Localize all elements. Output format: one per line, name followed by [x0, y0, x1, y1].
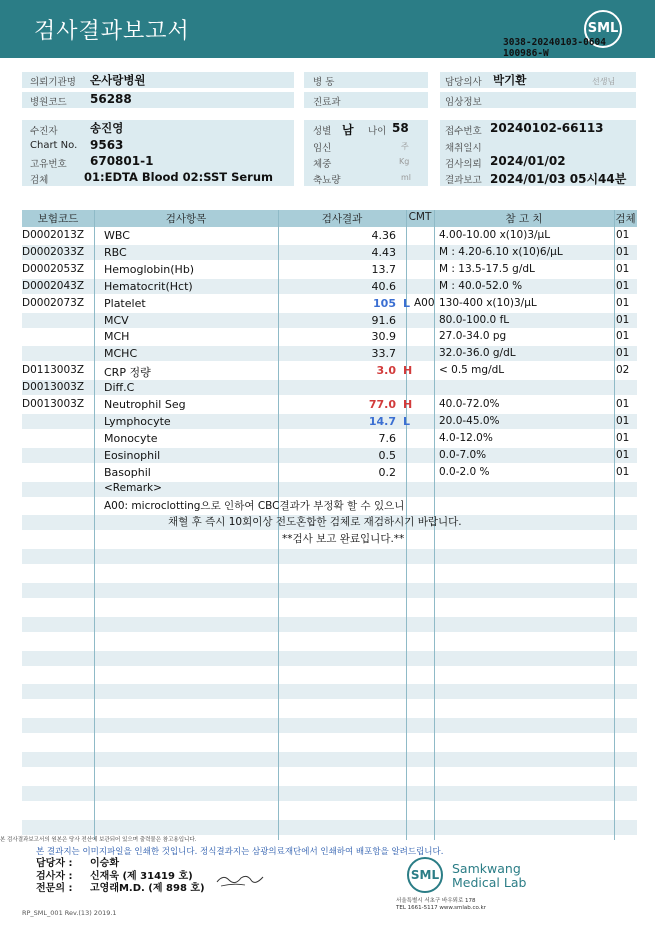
cell-code: D0002013Z — [22, 229, 85, 241]
cell-spec: 01 — [616, 347, 630, 360]
chart-label: Chart No. — [30, 140, 78, 151]
patient-label: 수진자 — [30, 126, 58, 137]
signature-icon — [215, 868, 265, 890]
cell-ref: M : 13.5-17.5 g/dL — [439, 262, 535, 275]
cell-spec: 01 — [616, 431, 630, 444]
th-specimen: 검체 — [615, 213, 636, 225]
cell-ref: 80.0-100.0 fL — [439, 313, 510, 326]
cell-name: MCH — [104, 330, 130, 344]
cell-ref: < 0.5 mg/dL — [439, 364, 505, 377]
clinical-label: 임상정보 — [445, 97, 482, 108]
cell-ref: 40.0-72.0% — [439, 398, 500, 410]
cell-name: MCHC — [104, 347, 138, 361]
cell-code: D0002033Z — [22, 245, 85, 258]
age-label: 나이 — [368, 126, 387, 137]
cell-flag: L — [403, 296, 411, 310]
cell-ref: 32.0-36.0 g/dL — [439, 347, 516, 360]
report-value: 2024/01/03 05시44분 — [490, 172, 627, 186]
cell-flag: H — [403, 398, 413, 411]
table-row-stripe — [22, 549, 637, 564]
cell-spec: 01 — [616, 465, 630, 478]
cell-ref: 4.0-12.0% — [439, 431, 493, 444]
table-row-stripe — [22, 786, 637, 801]
table-row-stripe — [22, 651, 637, 666]
cell-result: 30.9 — [371, 330, 396, 344]
cell-result: 77.0 — [368, 398, 396, 411]
sex-label: 성별 — [313, 126, 332, 137]
doctor-label: 담당의사 — [445, 77, 482, 88]
cell-name: Diff.C — [104, 381, 135, 395]
legal-notice: 본 검사결과보고서의 원본은 당사 전산에 보관되어 있으며 출력물은 참고용입니다. — [0, 837, 197, 843]
examiner-label: 검사자 : — [36, 871, 73, 882]
table-row-stripe — [22, 583, 637, 598]
cell-name: CRP 정량 — [104, 366, 151, 380]
cell-name: MCV — [104, 313, 129, 327]
cell-name: Platelet — [104, 296, 146, 310]
remark-line1: A00: microclotting으로 인하여 CBC결과가 부정확 할 수 있으니 — [104, 500, 405, 512]
cell-spec: 02 — [616, 364, 630, 377]
ward-label: 병 동 — [313, 77, 335, 88]
doctor-value: 박기환 — [493, 73, 527, 87]
company-name — [452, 862, 526, 890]
document-number-line2: 100986-W — [503, 48, 549, 59]
sex-value: 남 — [342, 123, 354, 137]
cell-result: 14.7 — [368, 414, 396, 428]
cell-ref: 0.0-2.0 % — [439, 465, 490, 478]
cell-code: D0002053Z — [22, 262, 85, 275]
request-value: 2024/01/02 — [490, 154, 566, 168]
weight-unit: Kg — [399, 157, 410, 166]
cell-spec: 01 — [616, 229, 630, 241]
cell-result: 4.43 — [371, 245, 396, 259]
weight-label: 체중 — [313, 159, 332, 170]
request-label: 검사의뢰 — [445, 159, 482, 170]
cell-spec: 01 — [616, 279, 630, 292]
cell-name: Hematocrit(Hct) — [104, 279, 193, 293]
company-address: 서울특별시 서초구 바우뫼로 178 — [396, 898, 476, 904]
hospital-label: 의뢰기관명 — [30, 77, 76, 88]
image-notice: 본 결과지는 이미지파일을 인쇄한 것입니다. 정식결과지는 삼광의료재단에서 인쇄하여 배포함을 알려드립니다. — [36, 847, 444, 857]
document-number — [503, 37, 606, 59]
cell-result: 40.6 — [371, 279, 396, 293]
examiner-value: 신재욱 (제 31419 호) — [90, 871, 193, 882]
column-divider — [614, 210, 615, 840]
specimen-label: 검체 — [30, 175, 49, 186]
id-label: 고유번호 — [30, 159, 67, 170]
specialist-label: 전문의 : — [36, 883, 73, 894]
cell-spec: 01 — [616, 398, 630, 410]
remark-line2: 채혈 후 즉시 10회이상 전도혼합한 검체로 재검하시기 바랍니다. — [168, 516, 462, 528]
th-item: 검사항목 — [165, 213, 207, 225]
cell-name: Monocyte — [104, 431, 158, 445]
remark-title: <Remark> — [104, 482, 162, 494]
collect-label: 채취일시 — [445, 143, 482, 154]
id-value: 670801-1 — [90, 154, 154, 168]
doctor-suffix: 선생님 — [592, 77, 616, 86]
cell-code: D0013003Z — [22, 381, 85, 394]
hospital-value: 온사랑병원 — [90, 73, 146, 87]
table-row-stripe — [22, 684, 637, 699]
cell-name: Neutrophil Seg — [104, 398, 186, 411]
remark-end: **검사 보고 완료입니다.** — [282, 533, 405, 545]
cell-cmt: A00 — [414, 296, 435, 309]
urine-label: 축뇨량 — [313, 175, 341, 186]
cell-ref: 4.00-10.00 x(10)3/μL — [439, 229, 551, 241]
hospcode-value: 56288 — [90, 92, 132, 106]
cell-flag: L — [403, 414, 411, 428]
company-name-line1: Samkwang — [452, 861, 521, 876]
report-title: 검사결과보고서 — [34, 19, 190, 44]
sml-footer-logo-icon: SML — [407, 857, 443, 893]
cell-ref: 0.0-7.0% — [439, 448, 487, 461]
report-label: 결과보고 — [445, 175, 482, 186]
cell-code: D0002043Z — [22, 279, 85, 292]
patient-value: 송진영 — [90, 121, 124, 135]
cell-code: D0013003Z — [22, 398, 85, 410]
cell-result: 105 — [373, 296, 396, 310]
cell-flag: H — [403, 364, 413, 378]
cell-result: 3.0 — [376, 364, 396, 378]
th-ref: 참 고 치 — [505, 213, 543, 225]
cell-name: Basophil — [104, 465, 151, 479]
table-row-stripe — [22, 820, 637, 835]
receipt-label: 접수번호 — [445, 126, 482, 137]
specialist-value: 고영래M.D. (제 898 호) — [90, 883, 205, 894]
company-name-line2: Medical Lab — [452, 875, 527, 890]
cell-spec: 01 — [616, 313, 630, 326]
table-row-stripe — [22, 617, 637, 632]
cell-ref: M : 40.0-52.0 % — [439, 279, 523, 292]
specimen-value: 01:EDTA Blood 02:SST Serum — [84, 170, 274, 184]
cell-result: 13.7 — [371, 262, 396, 276]
table-row-stripe — [22, 718, 637, 733]
cell-ref: M : 4.20-6.10 x(10)6/μL — [439, 245, 563, 258]
preg-unit: 주 — [401, 142, 409, 151]
cell-result: 33.7 — [371, 347, 396, 361]
document-number-line1: 3038-20240103-0604 — [503, 37, 606, 48]
th-cmt: CMT — [408, 211, 432, 223]
company-phone: TEL 1661-5117 www.smlab.co.kr — [396, 905, 486, 911]
cell-result: 0.2 — [378, 465, 396, 479]
cell-result: 4.36 — [371, 229, 396, 242]
cell-name: Hemoglobin(Hb) — [104, 262, 195, 276]
cell-ref: 130-400 x(10)3/μL — [439, 296, 537, 309]
cell-ref: 27.0-34.0 pg — [439, 330, 507, 343]
cell-name: WBC — [104, 229, 130, 242]
cell-code: D0002073Z — [22, 296, 85, 309]
sml-logo-icon: SML — [584, 10, 622, 48]
cell-name: Eosinophil — [104, 448, 161, 462]
cell-result: 7.6 — [378, 431, 396, 445]
cell-spec: 01 — [616, 448, 630, 461]
cell-spec: 01 — [616, 245, 630, 258]
receipt-value: 20240102-66113 — [490, 121, 604, 135]
cell-result: 91.6 — [371, 313, 396, 327]
chart-value: 9563 — [90, 138, 124, 152]
table-row-stripe — [22, 752, 637, 767]
urine-unit: ml — [401, 173, 412, 182]
cell-ref: 20.0-45.0% — [439, 414, 500, 427]
cell-spec: 01 — [616, 414, 630, 427]
dept-label: 진료과 — [313, 97, 341, 108]
column-divider — [94, 210, 95, 840]
th-code: 보험코드 — [37, 213, 79, 225]
cell-code: D0113003Z — [22, 364, 85, 377]
cell-name: RBC — [104, 245, 127, 259]
reporter-value: 이승화 — [90, 858, 119, 869]
th-result: 검사결과 — [321, 213, 363, 225]
cell-name: Lymphocyte — [104, 414, 171, 428]
age-value: 58 — [392, 121, 409, 135]
cell-spec: 01 — [616, 296, 630, 309]
preg-label: 임신 — [313, 143, 332, 154]
cell-spec: 01 — [616, 262, 630, 275]
reporter-label: 담당자 : — [36, 858, 73, 869]
hospcode-label: 병원코드 — [30, 97, 67, 108]
form-code: RP_SML_001 Rev.(13) 2019.1 — [22, 909, 117, 917]
cell-spec: 01 — [616, 330, 630, 343]
cell-result: 0.5 — [378, 448, 396, 462]
